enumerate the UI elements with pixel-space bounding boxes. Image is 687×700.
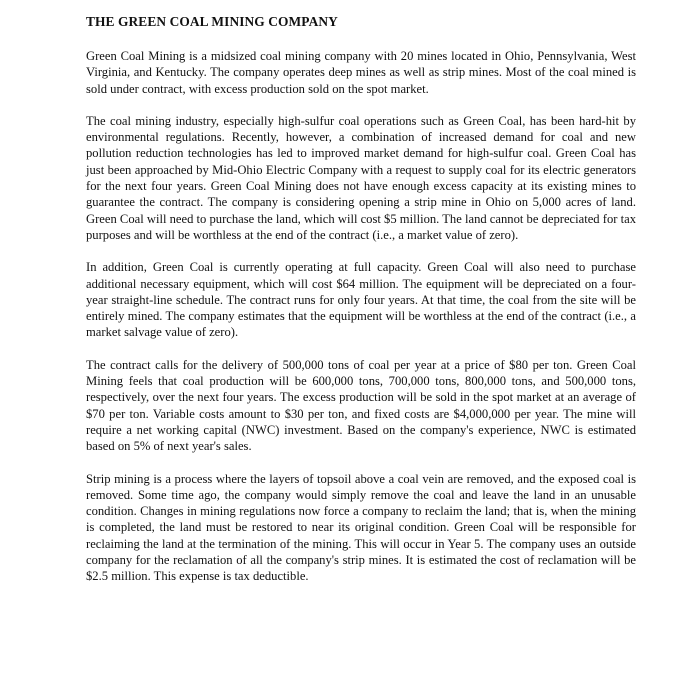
paragraph-company-overview: Green Coal Mining is a midsized coal mining company with 20 mines located in Ohio, Pennsylvania, West Virginia, and Kentucky. The company operates deep mines as well as strip mines. Most of the coal mined is sold under contract, with excess production sold on the spot market. — [86, 49, 636, 96]
paragraph-industry-contract: The coal mining industry, especially high-sulfur coal operations such as Green Coal, has been hard-hit by environmental regulations. Recently, however, a combination of increased demand for coal and new pollution reduction technologies has led to improved market demand for high-sulfur coal. Green Coal has just been approached by Mid-Ohio Electric Company with a request to supply coal for its electric generators for the next four years. Green Coal Mining does not have enough excess capacity at its existing mines to guarantee the contract. The company is considering opening a strip mine in Ohio on 5,000 acres of land. Green Coal will need to purchase the land, which will cost $5 million. The land cannot be depreciated for tax purposes and will be worthless at the end of the contract (i.e., a market value of zero). — [86, 113, 636, 242]
document-title: THE GREEN COAL MINING COMPANY — [86, 14, 338, 29]
document-page — [86, 14, 636, 601]
paragraph-equipment: In addition, Green Coal is currently operating at full capacity. Green Coal will also need to purchase additional necessary equipment, which will cost $64 million. The equipment will be depreciated on a four-year straight-line schedule. The contract runs for only four years. At that time, the coal from the site will be entirely mined. The company estimates that the equipment will be worthless at the end of the contract (i.e., a market salvage value of zero). — [86, 260, 636, 340]
paragraph-reclamation: Strip mining is a process where the layers of topsoil above a coal vein are removed, and the exposed coal is removed. Some time ago, the company would simply remove the coal and leave the land in an unusable condition. Changes in mining regulations now force a company to reclaim the land; that is, when the mining is completed, the land must be restored to near its original condition. Green Coal will be responsible for reclaiming the land at the termination of the mining. This will occur in Year 5. The company uses an outside company for the reclamation of all the company's strip mines. It is estimated the cost of reclamation will be $2.5 million. This expense is tax deductible. — [86, 471, 636, 584]
paragraph-contract-terms: The contract calls for the delivery of 500,000 tons of coal per year at a price of $80 per ton. Green Coal Mining feels that coal production will be 600,000 tons, 700,000 tons, 800,000 tons, and 500,000 tons, respectively, over the next four years. The excess production will be sold in the spot market at an average of $70 per ton. Variable costs amount to $30 per ton, and fixed costs are $4,000,000 per year. The mine will require a net working capital (NWC) investment. Based on the company's experience, NWC is estimated based on 5% of next year's sales. — [86, 357, 636, 454]
